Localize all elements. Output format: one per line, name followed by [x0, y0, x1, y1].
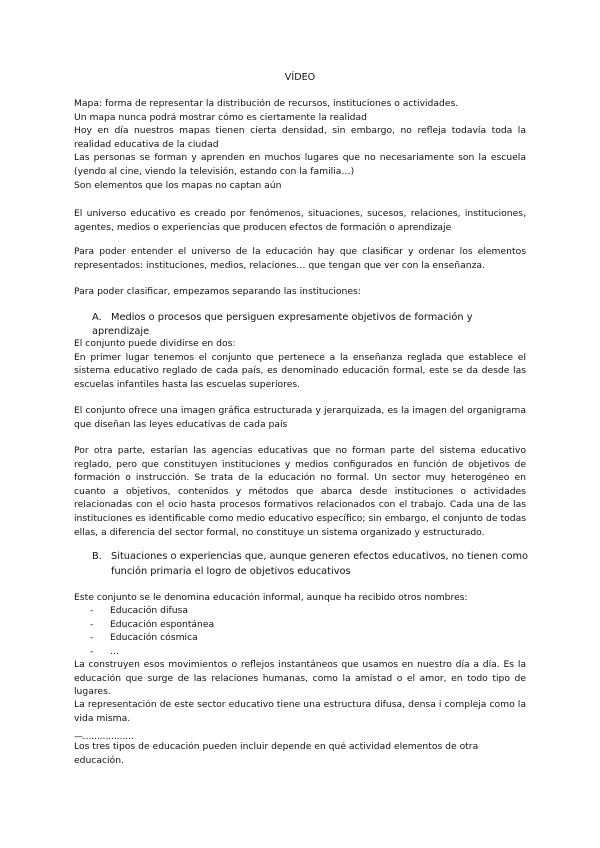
education-types-list [90, 604, 390, 658]
heading-text: Situaciones o experiencias que, aunque generen efectos educativos, no tienen como [111, 551, 529, 562]
paragraph-universo [74, 207, 526, 234]
paragraph-text: El conjunto ofrece una imagen gráfica estructurada y jerarquizada, es la imagen del organigrama que diseñan las leyes educativas de cada país [74, 405, 526, 430]
paragraph-dividirse [74, 337, 526, 391]
heading-marker: A. [92, 312, 102, 323]
paragraph-informal [74, 591, 526, 605]
paragraph-text: La construyen esos movimientos o reflejos instantáneos que usamos en nuestro día a día. Es la educación que surge de las relaciones humanas, como la amistad o el amor, en todo tipo de lugares. [74, 659, 526, 698]
list-item [90, 604, 390, 618]
intro-block [74, 97, 526, 192]
list-dash: - [90, 632, 94, 644]
paragraph-text: Este conjunto se le denomina educación informal, aunque ha recibido otros nombres: [74, 592, 468, 603]
paragraph-text: Para poder clasificar, empezamos separando las instituciones: [74, 286, 361, 297]
heading-text: Medios o procesos que persiguen expresamente objetivos de formación y aprendizaje [92, 312, 473, 337]
intro-line: Un mapa nunca podrá mostrar cómo es ciertamente la realidad [74, 111, 367, 123]
paragraph-text: El conjunto puede dividirse en dos: [74, 338, 236, 349]
paragraph-text: Los tres tipos de educación pueden incluir depende en qué actividad elementos de otra educación. [74, 741, 479, 766]
intro-line: Son elementos que los mapas no captan aún [74, 179, 282, 191]
paragraph-otra-parte [74, 444, 526, 539]
list-item [90, 645, 390, 659]
list-item [90, 618, 390, 632]
intro-line: Las personas se forman y aprenden en muchos lugares que no necesariamente son la escuela (yendo al cine, viendo la televisión, estando con la familia…) [74, 152, 526, 177]
list-item-text: Educación cósmica [110, 632, 198, 644]
paragraph-entender [74, 245, 526, 272]
list-item-text: Educación difusa [110, 605, 188, 616]
paragraph-text: El universo educativo es creado por fenómenos, situaciones, sucesos, relaciones, instituciones, agentes, medios o experiencias que producen efectos de formación o aprendizaje [74, 208, 526, 233]
heading-a [92, 311, 532, 338]
separator-line: —……………… [74, 732, 134, 742]
paragraph-text: La representación de este sector educativo tiene una estructura difusa, densa i compleja como la vida misma. [74, 699, 526, 724]
paragraph-clasificar [74, 285, 526, 299]
paragraph-construyen [74, 658, 526, 699]
list-item [90, 631, 390, 645]
intro-line: Hoy en día nuestros mapas tienen cierta densidad, sin embargo, no refleja todavía toda la realidad educativa de la ciudad [74, 125, 526, 150]
paragraph-text: En primer lugar tenemos el conjunto que pertenece a la enseñanza reglada que establece el sistema educativo reglado de cada país, es denominado educación formal, este se da desde las escuelas infantiles hasta las escuelas superiores. [74, 351, 526, 390]
page-title: VÍDEO [284, 72, 316, 83]
heading-b [92, 549, 532, 579]
list-dash: - [90, 605, 94, 616]
intro-line: Mapa: forma de representar la distribución de recursos, instituciones o actividades. [74, 98, 459, 109]
list-dash: - [90, 618, 94, 630]
list-item-text: … [110, 645, 120, 657]
paragraph-text: Para poder entender el universo de la educación hay que clasificar y ordenar los elementos representados: instituciones, medios, relaciones… que tengan que ver con la enseñanza. [74, 246, 526, 271]
paragraph-imagen [74, 404, 526, 431]
list-item-text: Educación espontánea [110, 618, 215, 630]
paragraph-representacion [74, 698, 526, 725]
heading-marker: B. [92, 551, 102, 562]
list-dash: - [90, 645, 94, 657]
paragraph-tres-tipos [74, 740, 526, 767]
heading-text: función primaria el logro de objetivos educativos [111, 566, 351, 577]
paragraph-text: Por otra parte, estarían las agencias educativas que no forman parte del sistema educativo reglado, pero que constituyen instituciones y medios configurados en función de objetivos de formación o instrucción. Se trata de la educación no formal. Un sector muy heterogéneo en cuanto a objetivos, contenidos y métodos que abarca desde instituciones o actividades relacionadas con el ocio hasta procesos formativos relacionados con el trabajo. Cada una de las instituciones es identificable como medio educativo específico; sin embargo, el conjunto de todas ellas, a diferencia del sector formal, no constituye un sistema organizado y estructurado. [74, 445, 526, 538]
